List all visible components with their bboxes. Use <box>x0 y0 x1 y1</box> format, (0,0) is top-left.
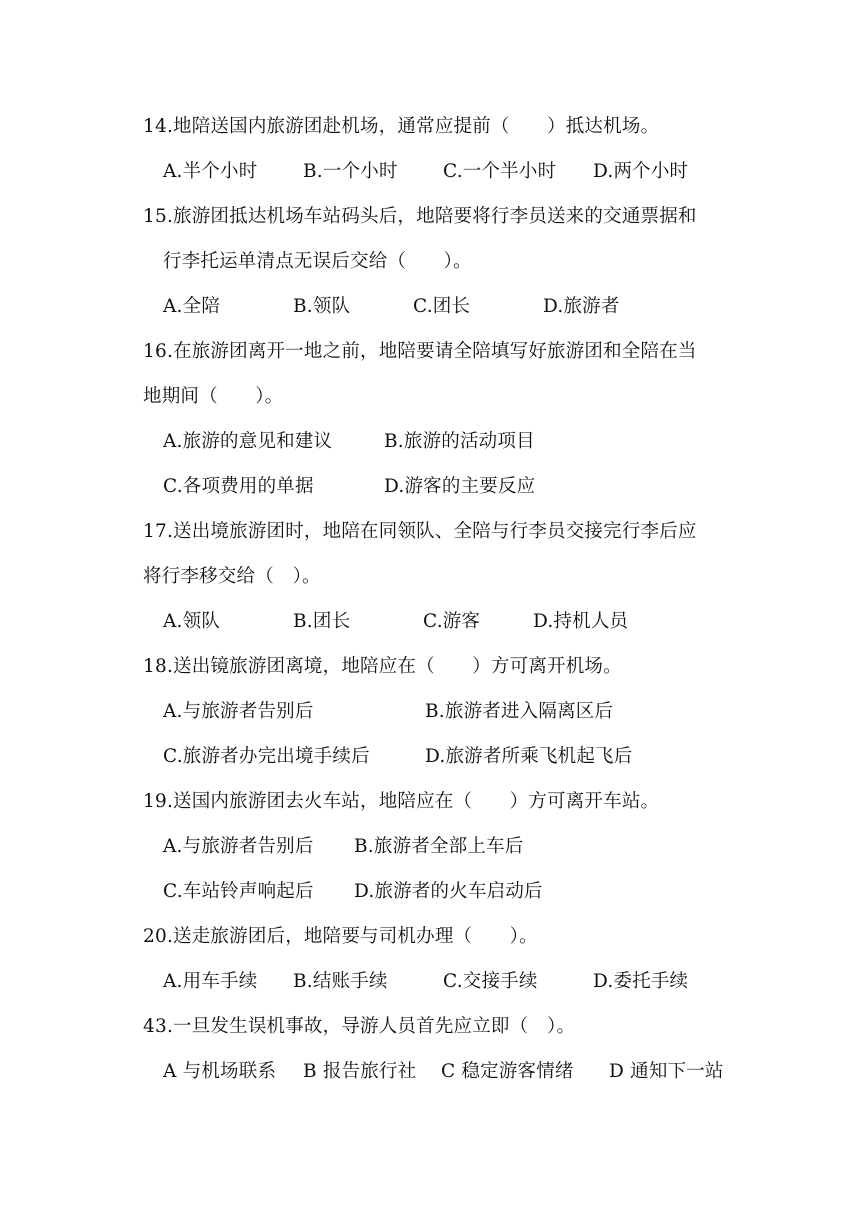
option-b: B.旅游者全部上车后 <box>354 836 524 857</box>
option-a: A.全陪 <box>163 296 221 317</box>
option-b: B.结账手续 <box>293 971 388 992</box>
question-14-stem: 14.地陪送国内旅游团赴机场，通常应提前（ ）抵达机场。 <box>143 116 660 137</box>
question-17-stem-line-2: 将行李移交给（ ）。 <box>143 566 321 587</box>
option-a: A.用车手续 <box>163 971 258 992</box>
option-d: D.两个小时 <box>593 161 689 182</box>
option-d: D.游客的主要反应 <box>384 476 536 497</box>
question-43-stem: 43.一旦发生误机事故，导游人员首先应立即（ ）。 <box>143 1016 576 1037</box>
question-15-stem-line-2: 行李托运单清点无误后交给（ ）。 <box>163 251 472 272</box>
option-c: C 稳定游客情绪 <box>441 1061 574 1082</box>
question-20-stem: 20.送走旅游团后，地陪要与司机办理（ ）。 <box>143 926 538 947</box>
option-d: D.旅游者的火车启动后 <box>354 881 543 902</box>
option-c: C.旅游者办完出境手续后 <box>163 746 370 767</box>
question-19-stem: 19.送国内旅游团去火车站，地陪应在（ ）方可离开车站。 <box>143 791 660 812</box>
option-c: C.团长 <box>413 296 471 317</box>
option-a: A.与旅游者告别后 <box>163 836 314 857</box>
option-b: B.团长 <box>293 611 351 632</box>
option-c: C.交接手续 <box>443 971 538 992</box>
option-b: B 报告旅行社 <box>303 1061 417 1082</box>
option-c: C.游客 <box>423 611 481 632</box>
option-d: D.旅游者 <box>543 296 620 317</box>
option-b: B.旅游的活动项目 <box>384 431 535 452</box>
option-c: C.各项费用的单据 <box>163 476 314 497</box>
option-a: A.半个小时 <box>163 161 258 182</box>
option-b: B.领队 <box>293 296 351 317</box>
option-c: C.一个半小时 <box>443 161 557 182</box>
option-a: A.与旅游者告别后 <box>163 701 314 722</box>
option-d: D 通知下一站 <box>609 1061 724 1082</box>
option-b: B.旅游者进入隔离区后 <box>425 701 614 722</box>
question-18-stem: 18.送出镜旅游团离境，地陪应在（ ）方可离开机场。 <box>143 656 622 677</box>
question-16-stem-line-1: 16.在旅游团离开一地之前，地陪要请全陪填写好旅游团和全陪在当 <box>143 341 697 362</box>
option-d: D.委托手续 <box>593 971 689 992</box>
option-a: A.旅游的意见和建议 <box>163 431 333 452</box>
option-b: B.一个小时 <box>303 161 398 182</box>
option-a: A 与机场联系 <box>163 1061 277 1082</box>
question-16-stem-line-2: 地期间（ ）。 <box>143 386 284 407</box>
question-15-stem-line-1: 15.旅游团抵达机场车站码头后，地陪要将行李员送来的交通票据和 <box>143 206 697 227</box>
option-c: C.车站铃声响起后 <box>163 881 314 902</box>
option-d: D.持机人员 <box>533 611 629 632</box>
option-a: A.领队 <box>163 611 221 632</box>
question-17-stem-line-1: 17.送出境旅游团时，地陪在同领队、全陪与行李员交接完行李后应 <box>143 521 697 542</box>
option-d: D.旅游者所乘飞机起飞后 <box>425 746 633 767</box>
